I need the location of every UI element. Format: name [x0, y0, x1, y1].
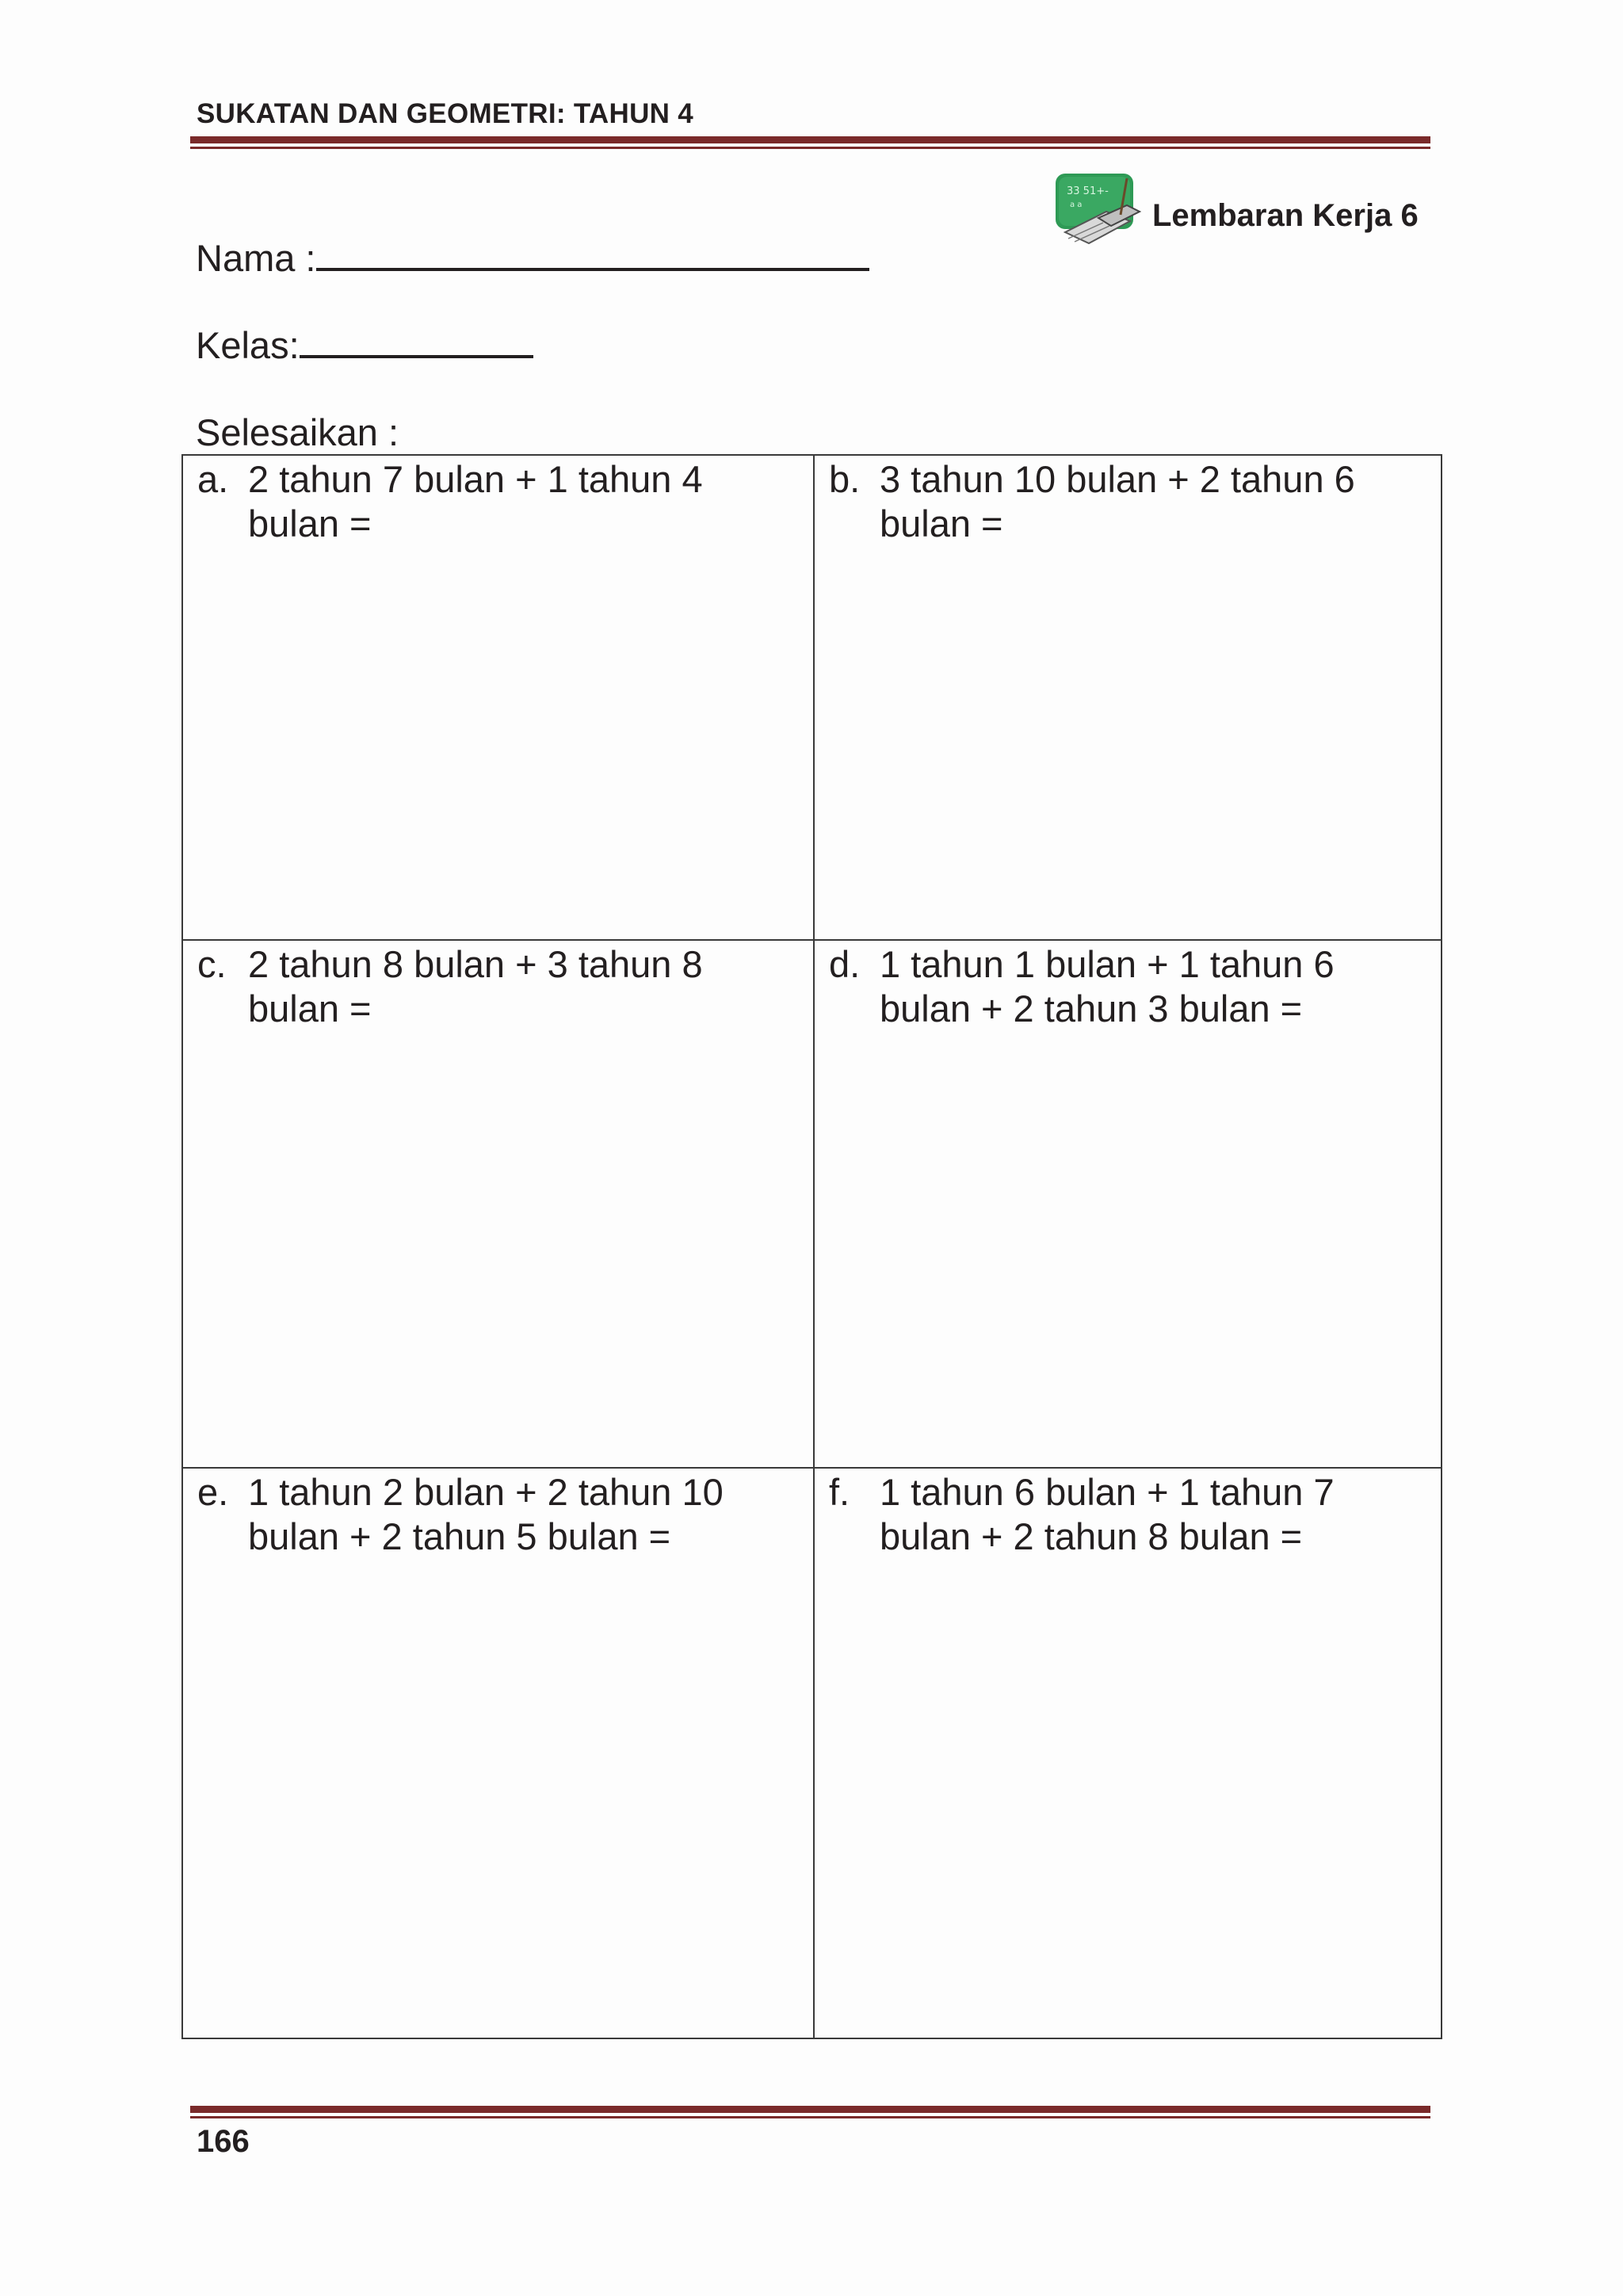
- name-label: Nama :: [196, 237, 316, 279]
- page-number: 166: [197, 2124, 250, 2159]
- question-letter: e.: [197, 1471, 229, 1513]
- header-title: SUKATAN DAN GEOMETRI: TAHUN 4: [197, 98, 694, 129]
- question-text: 2 tahun 8 bulan + 3 tahun 8 bulan =: [248, 943, 703, 1030]
- class-blank-line[interactable]: [300, 354, 533, 358]
- svg-text:a a: a a: [1070, 201, 1083, 209]
- question-e: [183, 1469, 813, 1559]
- question-d: [815, 941, 1441, 1031]
- answer-cell-e[interactable]: [182, 1468, 814, 2038]
- question-c: [183, 941, 813, 1031]
- instruction-text: Selesaikan :: [196, 411, 399, 453]
- class-label: Kelas:: [196, 324, 300, 366]
- question-a: [183, 456, 813, 546]
- question-text: 1 tahun 6 bulan + 1 tahun 7 bulan + 2 tahun 8 bulan =: [880, 1471, 1335, 1557]
- name-field[interactable]: [196, 236, 869, 280]
- question-letter: c.: [197, 943, 227, 985]
- header-rule: [190, 136, 1430, 149]
- answer-cell-f[interactable]: [814, 1468, 1442, 2038]
- answer-cell-d[interactable]: [814, 940, 1442, 1468]
- question-f: [815, 1469, 1441, 1559]
- answer-cell-a[interactable]: [182, 455, 814, 940]
- question-letter: a.: [197, 458, 229, 500]
- question-text: 1 tahun 1 bulan + 1 tahun 6 bulan + 2 tahun 3 bulan =: [880, 943, 1335, 1030]
- question-text: 2 tahun 7 bulan + 1 tahun 4 bulan =: [248, 458, 703, 544]
- footer-rule: [190, 2106, 1430, 2118]
- class-field[interactable]: [196, 323, 533, 367]
- question-letter: f.: [829, 1471, 850, 1513]
- name-blank-line[interactable]: [316, 267, 869, 271]
- svg-text:33 51+-: 33 51+-: [1067, 185, 1109, 197]
- question-text: 3 tahun 10 bulan + 2 tahun 6 bulan =: [880, 458, 1355, 544]
- question-b: [815, 456, 1441, 546]
- question-letter: b.: [829, 458, 861, 500]
- question-text: 1 tahun 2 bulan + 2 tahun 10 bulan + 2 tahun 5 bulan =: [248, 1471, 724, 1557]
- answer-cell-b[interactable]: [814, 455, 1442, 940]
- answer-cell-c[interactable]: [182, 940, 814, 1468]
- question-grid: [181, 454, 1442, 2039]
- question-letter: d.: [829, 943, 861, 985]
- worksheet-label: Lembaran Kerja 6: [1152, 198, 1419, 233]
- calculator-chalkboard-icon: [1051, 170, 1148, 246]
